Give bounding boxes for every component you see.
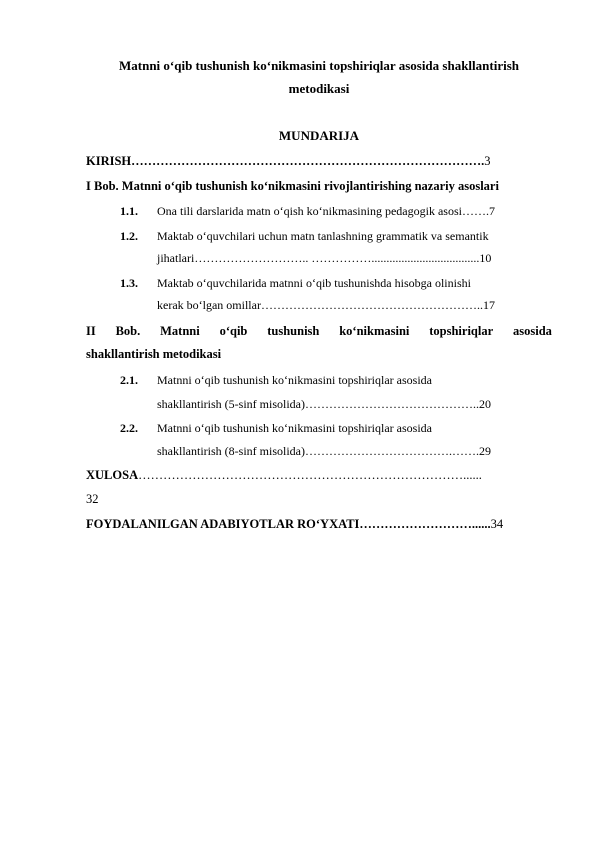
toc-entry-chapter-2	[86, 323, 552, 339]
section-1-3-line-2: kerak bo‘lgan omillar………………………………………………..17	[157, 298, 495, 312]
document-title	[86, 54, 552, 100]
toc-entry-conclusion	[86, 467, 552, 483]
references-page: 34	[490, 517, 504, 531]
chapter-2-word: o‘qib	[219, 324, 248, 338]
section-1-2-number: 1.2.	[120, 229, 138, 243]
toc-heading: MUNDARIJA	[278, 128, 360, 143]
section-2-2-line-1: Matnni o‘qib tushunish ko‘nikmasini topshiriqlar asosida	[157, 421, 432, 435]
section-1-3-number: 1.3.	[120, 276, 138, 290]
chapter-2-word: II	[86, 324, 96, 338]
section-1-1-number: 1.1.	[120, 204, 138, 218]
toc-entry-references	[86, 516, 552, 532]
chapter-2-word: tushunish	[267, 324, 320, 338]
section-2-1-line-2: shakllantirish (5-sinf misolida)……………………………………..20	[157, 397, 491, 411]
title-line-1: Matnni o‘qib tushunish ko‘nikmasini topshiriqlar asosida shakllantirish	[118, 58, 520, 73]
chapter-2-line-2: shakllantirish metodikasi	[86, 347, 222, 361]
references-leader: ………………………......	[359, 517, 491, 531]
toc-entry-intro	[86, 153, 552, 169]
section-1-2-line-1: Maktab o‘quvchilari uchun matn tanlashning grammatik va semantik	[157, 229, 489, 243]
chapter-2-word: topshiriqlar	[429, 324, 494, 338]
references-label: FOYDALANILGAN ADABIYOTLAR RO‘YXATI	[86, 517, 360, 531]
section-2-1-line-1: Matnni o‘qib tushunish ko‘nikmasini topshiriqlar asosida	[157, 373, 432, 387]
chapter-2-word: Bob.	[115, 324, 141, 338]
conclusion-page: 32	[86, 492, 99, 506]
title-line-2: metodikasi	[288, 81, 350, 96]
intro-leader: ………………………………………………………………………….	[131, 154, 485, 168]
conclusion-label: XULOSA	[86, 468, 139, 482]
chapter-2-word: asosida	[513, 324, 552, 338]
intro-label: KIRISH	[86, 154, 132, 168]
section-1-1-text: Ona tili darslarida matn o‘qish ko‘nikmasining pedagogik asosi…….7	[157, 204, 495, 218]
chapter-2-word: ko‘nikmasini	[339, 324, 410, 338]
section-1-2-line-2: jihatlari……………………….. ……………....................................10	[157, 251, 492, 265]
conclusion-leader: ……………………………………………………………………......	[138, 468, 482, 482]
section-2-1-number: 2.1.	[120, 373, 138, 387]
intro-page: 3	[484, 154, 491, 168]
chapter-2-word: Matnni	[160, 324, 200, 338]
section-2-2-number: 2.2.	[120, 421, 138, 435]
toc-entry-chapter-1: I Bob. Matnni o‘qib tushunish ko‘nikmasini rivojlantirishing nazariy asoslari	[86, 179, 499, 193]
section-1-3-line-1: Maktab o‘quvchilarida matnni o‘qib tushunishda hisobga olinishi	[157, 276, 471, 290]
section-2-2-line-2: shakllantirish (8-sinf misolida)……………………………….…….29	[157, 444, 491, 458]
